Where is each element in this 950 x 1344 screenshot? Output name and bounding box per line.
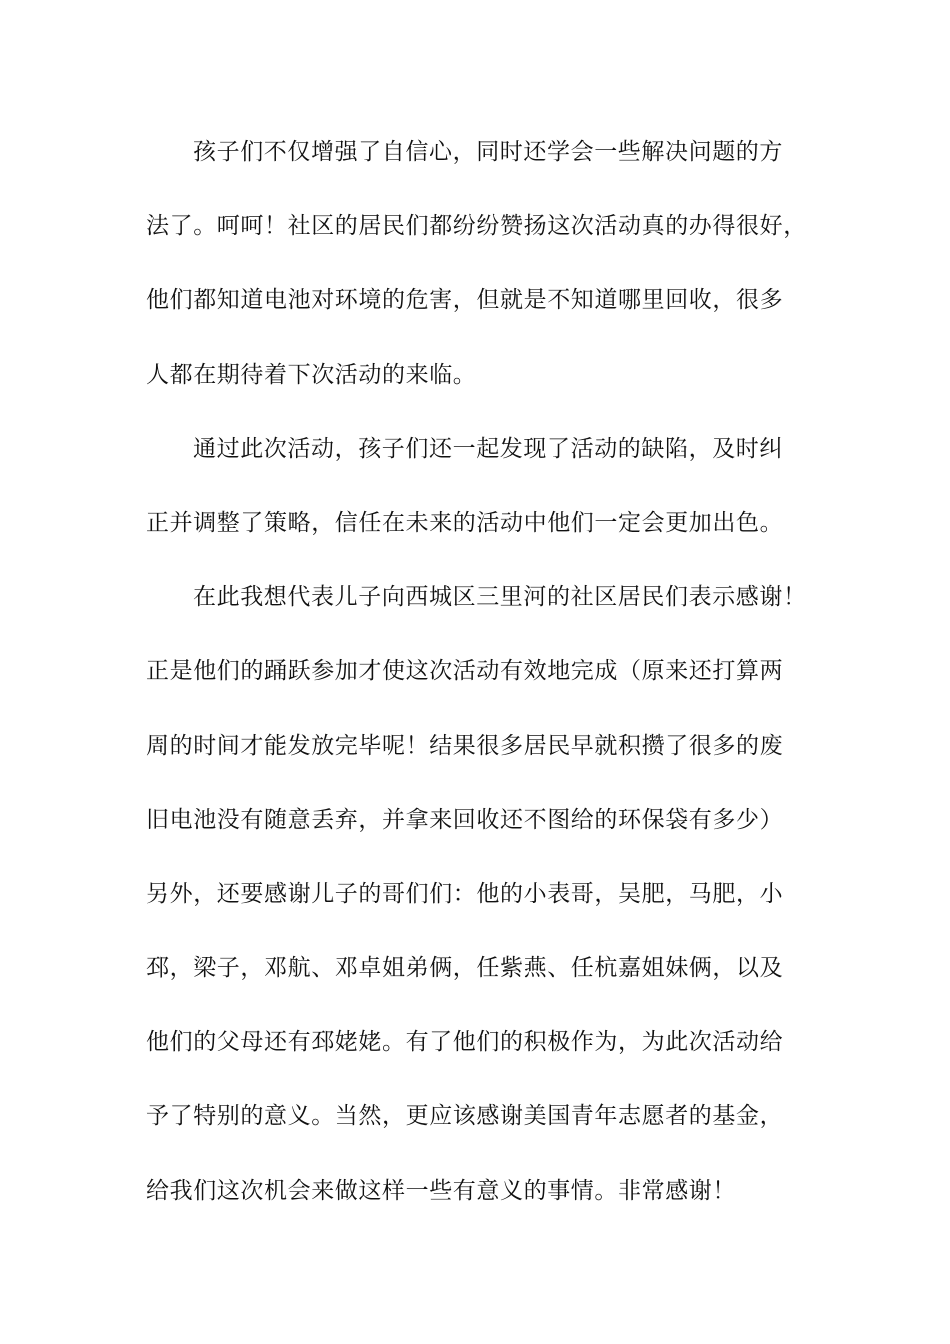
body-text — [146, 126, 816, 1239]
text-line-1: 孩子们不仅增强了自信心，同时还学会一些解决问题的方 — [193, 139, 783, 165]
text-line-4: 人都在期待着下次活动的来临。 — [146, 361, 477, 388]
text-line-13: 他们的父母还有邳姥姥。有了他们的积极作为，为此次活动给 — [146, 1029, 784, 1056]
text-line-10: 旧电池没有随意丢弃，并拿来回收还不图给的环保袋有多少） — [146, 806, 784, 833]
text-line-3: 他们都知道电池对环境的危害，但就是不知道哪里回收，很多 — [146, 287, 784, 314]
text-line-6: 正并调整了策略，信任在未来的活动中他们一定会更加出色。 — [146, 509, 784, 536]
text-line-5: 通过此次活动，孩子们还一起发现了活动的缺陷，及时纠 — [193, 435, 783, 462]
text-line-9: 周的时间才能发放完毕呢！结果很多居民早就积攒了很多的废 — [146, 732, 784, 759]
text-line-12: 邳，梁子，邓航、邓卓姐弟俩，任紫燕、任杭嘉姐妹俩，以及 — [146, 955, 784, 982]
text-line-15: 给我们这次机会来做这样一些有意义的事情。非常感谢！ — [146, 1177, 736, 1204]
text-line-2: 法了。呵呵！社区的居民们都纷纷赞扬这次活动真的办得很好， — [146, 213, 807, 240]
text-line-8: 正是他们的踊跃参加才使这次活动有效地完成（原来还打算两 — [146, 658, 784, 685]
text-line-14: 予了特别的意义。当然，更应该感谢美国青年志愿者的基金， — [146, 1103, 784, 1130]
text-line-7: 在此我想代表儿子向西城区三里河的社区居民们表示感谢！ — [193, 584, 807, 611]
text-line-11: 另外，还要感谢儿子的哥们们：他的小表哥，吴肥，马肥，小 — [146, 880, 784, 907]
